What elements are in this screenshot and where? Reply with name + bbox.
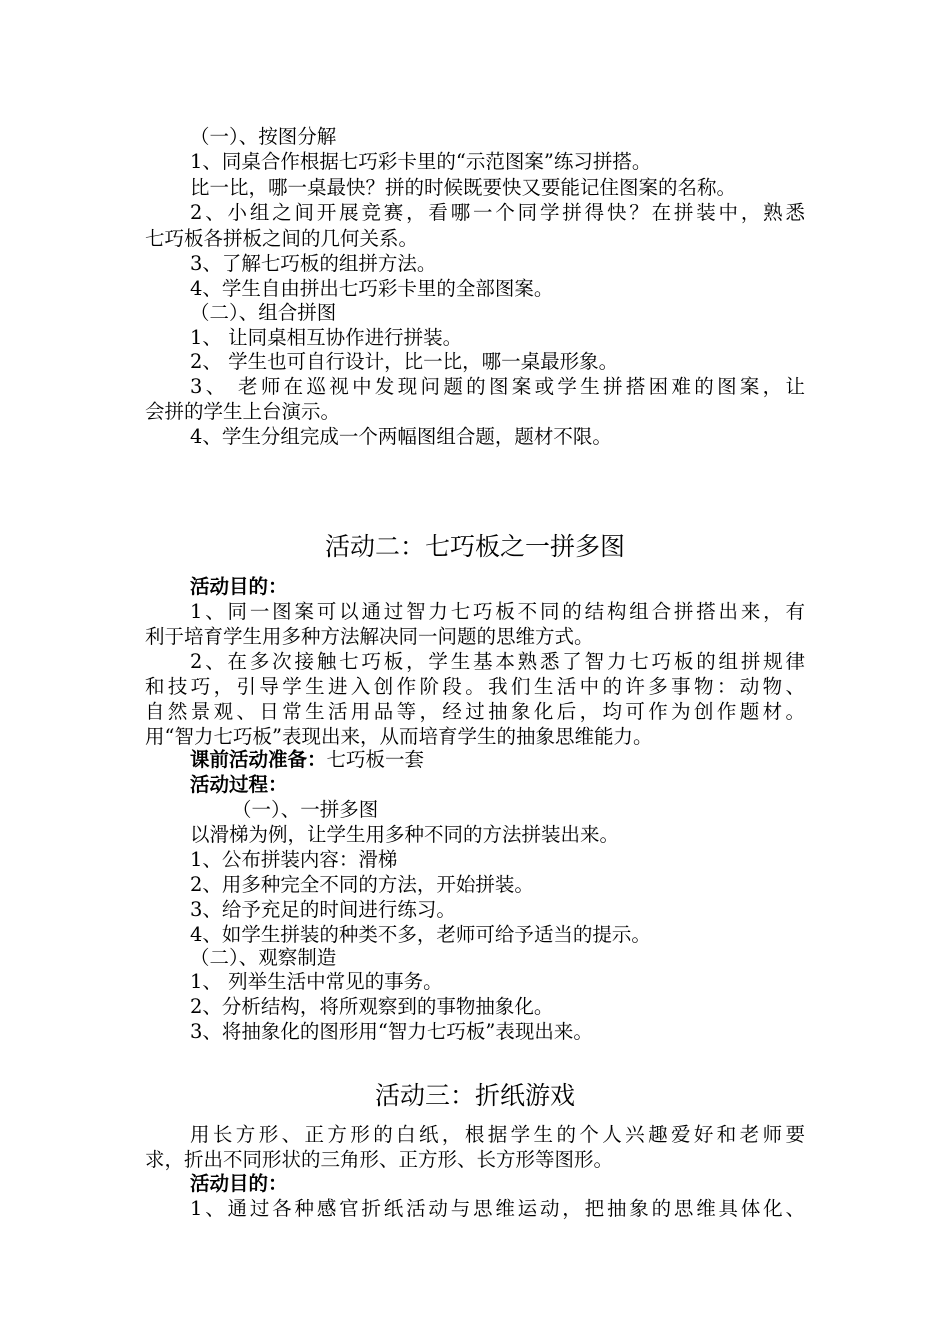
paragraph-line: 2、用多种完全不同的方法，开始拼装。 (190, 873, 534, 896)
paragraph-line: 用“智力七巧板”表现出来，从而培育学生的抽象思维能力。 (145, 725, 653, 748)
paragraph-line: 1、 让同桌相互协作进行拼装。 (190, 326, 463, 349)
goal-label: 活动目的： (190, 575, 288, 598)
paragraph-line: 3、 老师在巡视中发现问题的图案或学生拼搭困难的图案，让 (190, 375, 805, 398)
paragraph-line: 利于培育学生用多种方法解决同一问题的思维方式。 (145, 625, 594, 648)
paragraph-line: 1、公布拼装内容：滑梯 (190, 848, 398, 871)
section-heading: （二）、组合拼图 (190, 301, 337, 324)
paragraph-line: 3、将抽象化的图形用“智力七巧板”表现出来。 (190, 1020, 593, 1043)
paragraph-line: 七巧板各拼板之间的几何关系。 (145, 227, 419, 250)
process-label: 活动过程： (190, 773, 288, 796)
paragraph-line: 1、同桌合作根据七巧彩卡里的“示范图案”练习拼搭。 (190, 150, 652, 173)
goal-label: 活动目的： (190, 1172, 288, 1195)
paragraph-line: 3、了解七巧板的组拼方法。 (190, 252, 437, 275)
activity-title: 活动二：七巧板之一拼多图 (324, 532, 625, 561)
paragraph-line: 1、同一图案可以通过智力七巧板不同的结构组合拼搭出来，有 (190, 600, 805, 623)
paragraph-line: 2、小组之间开展竞赛，看哪一个同学拼得快？在拼装中，熟悉 (190, 201, 805, 224)
paragraph-line: 以滑梯为例，让学生用多种不同的方法拼装出来。 (190, 823, 620, 846)
prep-line (190, 748, 860, 772)
prep-value: 七巧板一套 (326, 748, 425, 771)
prep-label: 课前活动准备： (190, 748, 327, 771)
paragraph-line: 1、 列举生活中常见的事务。 (190, 970, 443, 993)
paragraph-line: 求，折出不同形状的三角形、正方形、长方形等图形。 (145, 1148, 614, 1171)
paragraph-line: 2、 学生也可自行设计，比一比，哪一桌最形象。 (190, 350, 619, 373)
section-heading: （一）、一拼多图 (232, 798, 379, 821)
paragraph-line: 3、给予充足的时间进行练习。 (190, 898, 456, 921)
paragraph-line: 和技巧，引导学生进入创作阶段。我们生活中的许多事物：动物、 (145, 675, 805, 698)
paragraph-line: 4、学生分组完成一个两幅图组合题，题材不限。 (190, 425, 612, 448)
section-heading: （一）、按图分解 (190, 125, 337, 148)
paragraph-line: 自然景观、日常生活用品等，经过抽象化后，均可作为创作题材。 (145, 700, 805, 723)
paragraph-line: 2、在多次接触七巧板，学生基本熟悉了智力七巧板的组拼规律 (190, 650, 805, 673)
section-heading: （二）、观察制造 (190, 946, 337, 969)
paragraph-line: 2、分析结构，将所观察到的事物抽象化。 (190, 995, 554, 1018)
paragraph-line: 用长方形、正方形的白纸，根据学生的个人兴趣爱好和老师要 (190, 1123, 805, 1146)
paragraph-line: 比一比，哪一桌最快？拼的时候既要快又要能记住图案的名称。 (190, 176, 737, 199)
paragraph-line: 4、学生自由拼出七巧彩卡里的全部图案。 (190, 277, 554, 300)
paragraph-line: 4、如学生拼装的种类不多，老师可给予适当的提示。 (190, 923, 651, 946)
paragraph-line: 1、通过各种感官折纸活动与思维运动，把抽象的思维具体化、 (190, 1197, 805, 1220)
paragraph-line: 会拼的学生上台演示。 (145, 400, 341, 423)
activity-title: 活动三：折纸游戏 (374, 1081, 575, 1110)
